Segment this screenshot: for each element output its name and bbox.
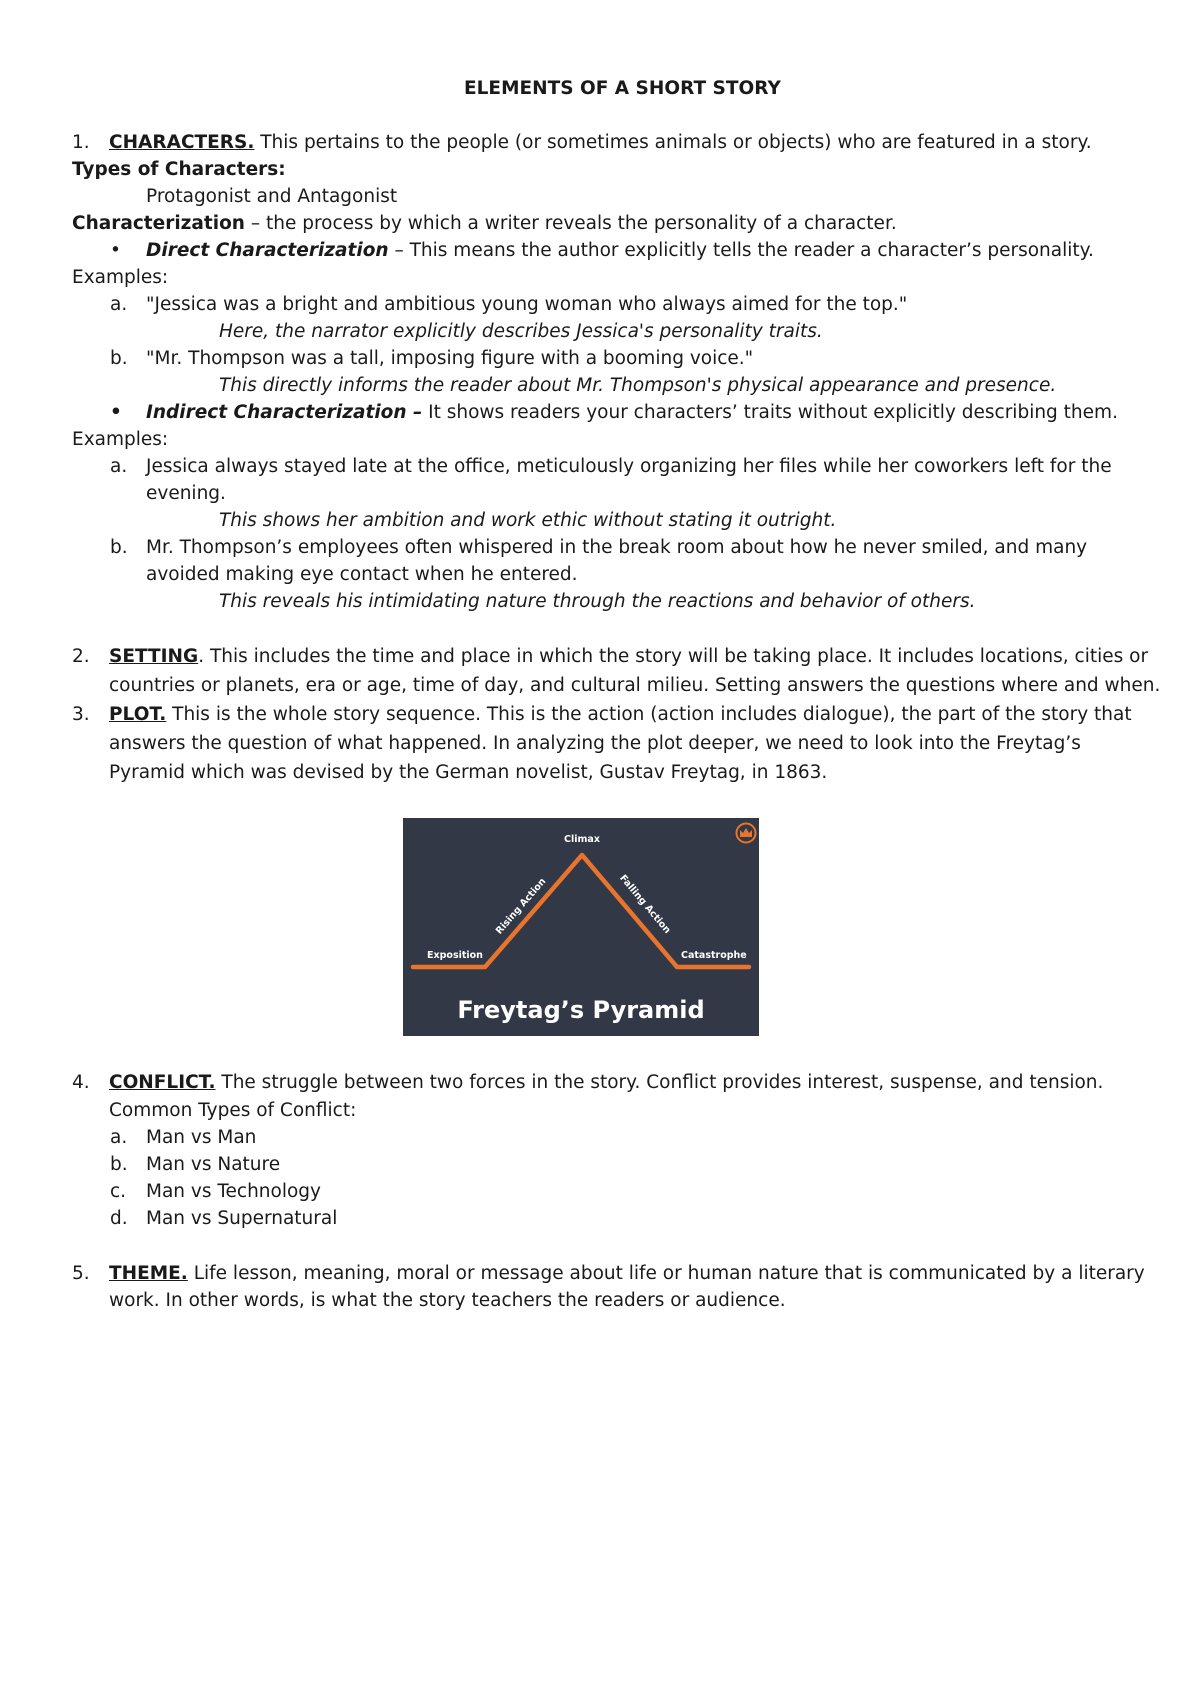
list-number-2: 2. xyxy=(72,646,90,667)
direct-text: – This means the author explicitly tells the reader a character’s personality. xyxy=(388,240,1094,261)
theme-line2: work. In other words, is what the story teachers the readers or audience. xyxy=(109,1290,786,1311)
conflict-type-d: Man vs Supernatural xyxy=(146,1208,338,1229)
indirect-example-a-line1: Jessica always stayed late at the office, meticulously organizing her files while her coworkers left for the xyxy=(146,456,1112,477)
characters-paragraph xyxy=(109,129,1092,156)
conflict-type-a-letter: a. xyxy=(110,1127,128,1148)
setting-heading: SETTING xyxy=(109,646,199,667)
direct-example-a-quote: "Jessica was a bright and ambitious young woman who always aimed for the top." xyxy=(146,294,908,315)
direct-example-b-letter: b. xyxy=(110,348,128,369)
types-value: Protagonist and Antagonist xyxy=(146,186,398,207)
indirect-example-b-line1: Mr. Thompson’s employees often whispered in the break room about how he never smiled, and many xyxy=(146,537,1088,558)
list-number-4: 4. xyxy=(72,1072,90,1093)
list-number-1: 1. xyxy=(72,132,90,153)
plot-line1: This is the whole story sequence. This is the action (action includes dialogue), the part of the story that xyxy=(166,704,1132,725)
theme-paragraph xyxy=(109,1260,1145,1287)
characterization-line xyxy=(72,210,897,237)
indirect-example-a-letter: a. xyxy=(110,456,128,477)
direct-example-a-letter: a. xyxy=(110,294,128,315)
plot-line3: Pyramid which was devised by the German novelist, Gustav Freytag, in 1863. xyxy=(109,762,828,783)
freytag-pyramid-figure xyxy=(403,818,759,1036)
direct-example-a-note: Here, the narrator explicitly describes Jessica's personality traits. xyxy=(219,321,823,342)
plot-heading: PLOT. xyxy=(109,704,167,725)
list-number-3: 3. xyxy=(72,704,90,725)
falling-action-label: Falling Action xyxy=(617,872,673,936)
characterization-term: Characterization xyxy=(72,213,245,234)
indirect-example-a-note: This shows her ambition and work ethic without stating it outright. xyxy=(219,510,837,531)
direct-line xyxy=(146,237,1094,264)
theme-heading: THEME. xyxy=(109,1263,188,1284)
indirect-text: It shows readers your characters’ traits without explicitly describing them. xyxy=(422,402,1118,423)
conflict-type-b: Man vs Nature xyxy=(146,1154,281,1175)
indirect-term: Indirect Characterization – xyxy=(146,402,423,423)
exposition-label: Exposition xyxy=(427,950,483,961)
document-title: ELEMENTS OF A SHORT STORY xyxy=(464,78,781,99)
characters-text: This pertains to the people (or sometimes animals or objects) who are featured in a story. xyxy=(254,132,1092,153)
direct-example-b-note: This directly informs the reader about Mr. Thompson's physical appearance and presence. xyxy=(219,375,1057,396)
list-number-5: 5. xyxy=(72,1263,90,1284)
climax-label: Climax xyxy=(564,834,600,845)
conflict-type-c-letter: c. xyxy=(110,1181,127,1202)
direct-term: Direct Characterization xyxy=(146,240,389,261)
conflict-type-c: Man vs Technology xyxy=(146,1181,322,1202)
conflict-type-a: Man vs Man xyxy=(146,1127,257,1148)
conflict-type-b-letter: b. xyxy=(110,1154,128,1175)
characters-heading: CHARACTERS. xyxy=(109,132,255,153)
bullet-indirect: • xyxy=(110,402,122,423)
plot-paragraph xyxy=(109,701,1132,728)
freytag-pyramid-diagram xyxy=(403,818,759,1036)
indirect-example-b-note: This reveals his intimidating nature through the reactions and behavior of others. xyxy=(219,591,976,612)
rising-action-label: Rising Action xyxy=(493,876,549,937)
setting-paragraph xyxy=(109,643,1148,670)
setting-line2: countries or planets, era or age, time of day, and cultural milieu. Setting answers the questions where and when. xyxy=(109,675,1161,696)
bullet-direct: • xyxy=(110,240,121,261)
indirect-example-b-letter: b. xyxy=(110,537,128,558)
conflict-types-label: Common Types of Conflict: xyxy=(109,1100,357,1121)
indirect-example-a-line2: evening. xyxy=(146,483,226,504)
figure-caption: Freytag’s Pyramid xyxy=(457,996,705,1024)
examples-label-direct: Examples: xyxy=(72,267,169,288)
types-heading: Types of Characters: xyxy=(72,159,286,180)
conflict-heading: CONFLICT. xyxy=(109,1072,216,1093)
plot-line2: answers the question of what happened. In analyzing the plot deeper, we need to look into the Freytag’s xyxy=(109,733,1081,754)
conflict-paragraph xyxy=(109,1069,1103,1096)
catastrophe-label: Catastrophe xyxy=(681,950,747,961)
indirect-line xyxy=(146,399,1118,426)
direct-example-b-quote: "Mr. Thompson was a tall, imposing figure with a booming voice." xyxy=(146,348,754,369)
setting-line1: . This includes the time and place in which the story will be taking place. It includes locations, cities or xyxy=(198,646,1149,667)
indirect-example-b-line2: avoided making eye contact when he entered. xyxy=(146,564,578,585)
conflict-type-d-letter: d. xyxy=(110,1208,128,1229)
examples-label-indirect: Examples: xyxy=(72,429,169,450)
theme-line1: Life lesson, meaning, moral or message about life or human nature that is communicated by a literary xyxy=(187,1263,1145,1284)
conflict-text: The struggle between two forces in the story. Conflict provides interest, suspense, and tension. xyxy=(215,1072,1104,1093)
characterization-text: – the process by which a writer reveals the personality of a character. xyxy=(244,213,897,234)
